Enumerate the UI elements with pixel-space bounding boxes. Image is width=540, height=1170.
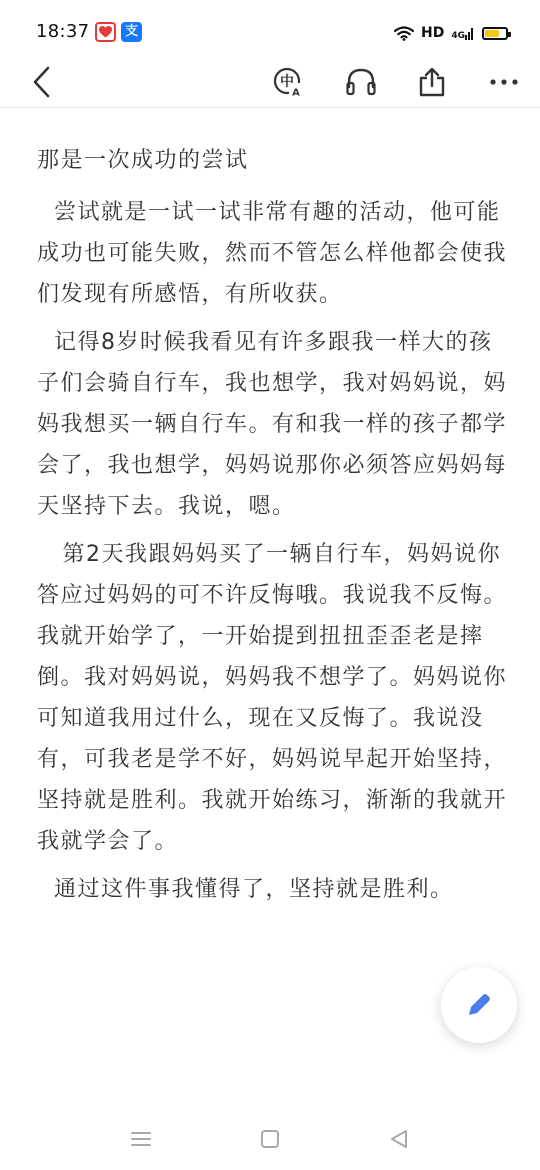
alipay-icon: 支 [121,22,142,42]
nav-back-button[interactable] [384,1124,414,1154]
battery-level [485,30,499,37]
article-paragraph: 尝试就是一试一试非常有趣的活动，他可能成功也可能失败，然而不管怎么样他都会使我们发现有所感悟，有所收获。 [37,200,508,307]
edit-pencil-icon [464,990,494,1020]
more-button[interactable] [482,60,526,104]
article-paragraph: 记得8岁时候我看见有许多跟我一样大的孩子们会骑自行车，我也想学，我对妈妈说，妈妈我想买一辆自行车。有和我一样的孩子都学会了，我也想学，妈妈说那你必须答应妈妈每天坚持下去。我说，嗯。 [37,330,508,519]
menu-icon [130,1130,152,1148]
top-toolbar [0,58,540,108]
battery-tip [508,32,511,37]
nav-menu-button[interactable] [126,1124,156,1154]
status-indicators [387,22,508,44]
home-icon [260,1129,280,1149]
translate-glyph: 中 [280,74,294,90]
article-paragraph: 第2天我跟妈妈买了一辆自行车，妈妈说你答应过妈妈的可不许反悔哦。我说我不反悔。我就开始学了，一开始提到扭扭歪歪老是摔倒。我对妈妈说，妈妈我不想学了。妈妈说你可知道我用过什么，现在又反悔了。我说没有，可我老是学不好，妈妈说早起开始坚持，坚持就是胜利。我就开始练习，渐渐的我就开我就学会了。 [37,542,508,854]
nav-home-button[interactable] [255,1124,285,1154]
headphones-icon [345,67,377,97]
status-bar [0,0,540,62]
article-title: 那是一次成功的尝试 [37,148,249,173]
status-time: 18:37 [36,21,90,42]
article-paragraph: 通过这件事我懂得了，坚持就是胜利。 [37,877,454,902]
listen-button[interactable] [339,60,383,104]
share-icon [418,67,446,97]
article-content [37,140,507,917]
back-button[interactable] [20,60,64,104]
translate-sub-glyph: A [292,87,300,98]
share-button[interactable] [410,60,454,104]
red-app-icon [95,22,116,42]
system-nav-bar [0,1110,540,1170]
translate-icon [272,66,304,98]
edit-fab-button[interactable] [441,967,517,1043]
cell-label: 4G [451,31,465,41]
hd-label: HD [421,25,445,41]
back-arrow-icon [32,66,52,98]
more-icon [489,78,519,86]
cell-signal-icon [465,25,475,41]
battery-icon [482,27,508,40]
translate-button[interactable] [266,60,310,104]
back-triangle-icon [388,1128,410,1150]
cell-signal [451,25,475,41]
wifi-icon [394,26,414,41]
